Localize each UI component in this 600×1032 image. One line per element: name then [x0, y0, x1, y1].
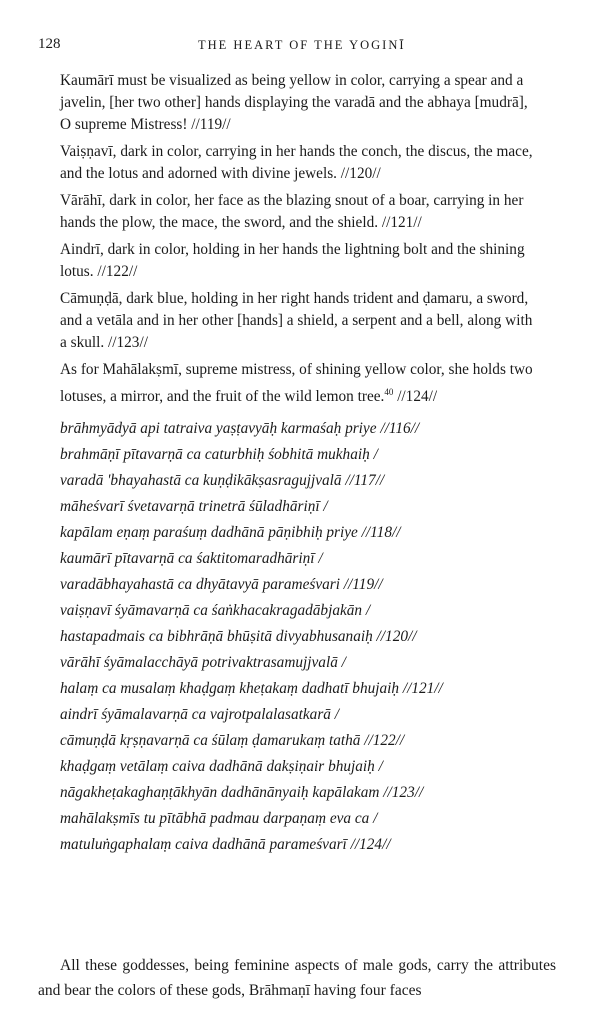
- translation-verse-123: Cāmuṇḍā, dark blue, holding in her right hands trident and ḍamaru, a sword, and a vetāla and in her other [hands] a shield, a serpent and a bell, along with a skull. //123//: [60, 290, 533, 351]
- page-header: [38, 36, 568, 58]
- sanskrit-line: brāhmyādyā api tatraiva yaṣṭavyāḥ karmaśaḥ priye //116//: [60, 420, 420, 438]
- translation-verse-124-text: As for Mahālakṣmī, supreme mistress, of shining yellow color, she holds two lotuses, a mirror, and the fruit of the wild lemon tree.: [60, 361, 533, 406]
- translation-verse-122: Aindrī, dark in color, holding in her hands the lightning bolt and the shining lotus. //122//: [60, 241, 525, 280]
- translation-verse-120: Vaiṣṇavī, dark in color, carrying in her hands the conch, the discus, the mace, and the lotus and adorned with divine jewels. //120//: [60, 143, 533, 182]
- verse-number-124: //124//: [397, 388, 438, 406]
- sanskrit-line: varadā 'bhayahastā ca kuṇḍikākṣasragujjvalā //117//: [60, 472, 385, 490]
- sanskrit-line: cāmuṇḍā kṛṣṇavarṇā ca śūlaṃ ḍamarukaṃ tathā //122//: [60, 732, 405, 750]
- sanskrit-line: vaiṣṇavī śyāmavarṇā ca śaṅkhacakragadābjakān /: [60, 602, 371, 620]
- translation-block: [60, 70, 538, 858]
- sanskrit-verses: [60, 416, 538, 858]
- body-paragraph: All these goddesses, being feminine aspects of male gods, carry the attributes and bear the colors of these gods, Brāhmaṇī having four faces: [38, 957, 556, 999]
- running-head: THE HEART OF THE YOGINĪ: [198, 38, 406, 52]
- sanskrit-line: halaṃ ca musalaṃ khaḍgaṃ kheṭakaṃ dadhatī bhujaiḥ //121//: [60, 680, 443, 698]
- sanskrit-line: kapālam eṇaṃ paraśuṃ dadhānā pāṇibhiḥ priye //118//: [60, 524, 401, 542]
- sanskrit-line: kaumārī pītavarṇā ca śaktitomaradhāriṇī /: [60, 550, 323, 568]
- sanskrit-line: hastapadmais ca bibhrāṇā bhūṣitā divyabhusanaiḥ //120//: [60, 628, 417, 646]
- sanskrit-line: māheśvarī śvetavarṇā trinetrā śūladhāriṇī /: [60, 498, 328, 516]
- sanskrit-line: khaḍgaṃ vetālaṃ caiva dadhānā dakṣiṇair bhujaiḥ /: [60, 758, 383, 776]
- sanskrit-line: nāgakheṭakaghaṇṭākhyān dadhānānyaiḥ kapālakam //123//: [60, 784, 424, 802]
- footnote-ref: 40: [384, 387, 394, 397]
- translation-verse-124: [60, 359, 538, 408]
- page-number: 128: [38, 36, 61, 52]
- translation-verse-121: Vārāhī, dark in color, her face as the blazing snout of a boar, carrying in her hands the plow, the mace, the sword, and the shield. //121//: [60, 192, 524, 231]
- translation-verse-119: Kaumārī must be visualized as being yellow in color, carrying a spear and a javelin, [her two other] hands displaying the varadā and the abhaya [mudrā], O supreme Mistress! //119//: [60, 72, 528, 133]
- sanskrit-line: varadābhayahastā ca dhyātavyā parameśvari //119//: [60, 576, 383, 594]
- sanskrit-line: matuluṅgaphalaṃ caiva dadhānā parameśvarī //124//: [60, 836, 391, 854]
- sanskrit-line: mahālakṣmīs tu pītābhā padmau darpaṇaṃ eva ca /: [60, 810, 378, 828]
- sanskrit-line: vārāhī śyāmalacchāyā potrivaktrasamujjvalā /: [60, 654, 346, 672]
- sanskrit-line: aindrī śyāmalavarṇā ca vajrotpalalasatkarā /: [60, 706, 340, 724]
- sanskrit-line: brahmāṇī pītavarṇā ca caturbhiḥ śobhitā mukhaiḥ /: [60, 446, 378, 464]
